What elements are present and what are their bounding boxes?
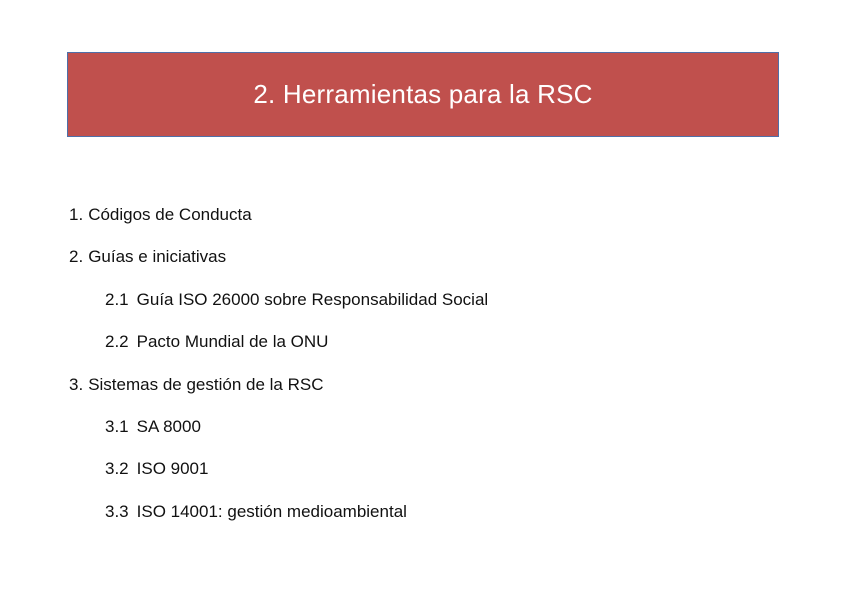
- outline-item-number: 1.: [69, 205, 84, 224]
- slide-title: 2. Herramientas para la RSC: [253, 79, 593, 109]
- outline-item-text: ISO 9001: [136, 459, 209, 479]
- title-banner: [67, 52, 779, 137]
- outline-item-number: 3.3: [105, 501, 129, 521]
- outline-item-3: [69, 375, 769, 417]
- outline-item-number: 3.1: [105, 416, 129, 436]
- outline-item-text: ISO 14001: gestión medioambiental: [136, 501, 407, 521]
- outline-item-text: Códigos de Conducta: [88, 205, 252, 224]
- outline-item-number: 2.1: [105, 289, 129, 309]
- outline-item-1: [69, 205, 769, 247]
- outline-item-text: Guía ISO 26000 sobre Responsabilidad Social: [136, 289, 489, 309]
- outline-list: [69, 205, 769, 544]
- outline-item-number: 3.: [69, 374, 84, 394]
- outline-item-2: [69, 247, 769, 289]
- outline-item-number: 3.2: [105, 459, 129, 479]
- outline-item-number: 2.: [69, 247, 84, 267]
- outline-item-text: Sistemas de gestión de la RSC: [88, 374, 324, 394]
- outline-subitem-2-1: [69, 290, 769, 332]
- outline-item-text: SA 8000: [136, 416, 201, 436]
- outline-subitem-2-2: [69, 332, 769, 374]
- outline-subitem-3-3: [69, 502, 769, 544]
- outline-item-text: Pacto Mundial de la ONU: [136, 332, 329, 352]
- outline-item-number: 2.2: [105, 332, 129, 352]
- outline-subitem-3-2: [69, 459, 769, 501]
- outline-item-text: Guías e iniciativas: [88, 247, 227, 267]
- outline-subitem-3-1: [69, 417, 769, 459]
